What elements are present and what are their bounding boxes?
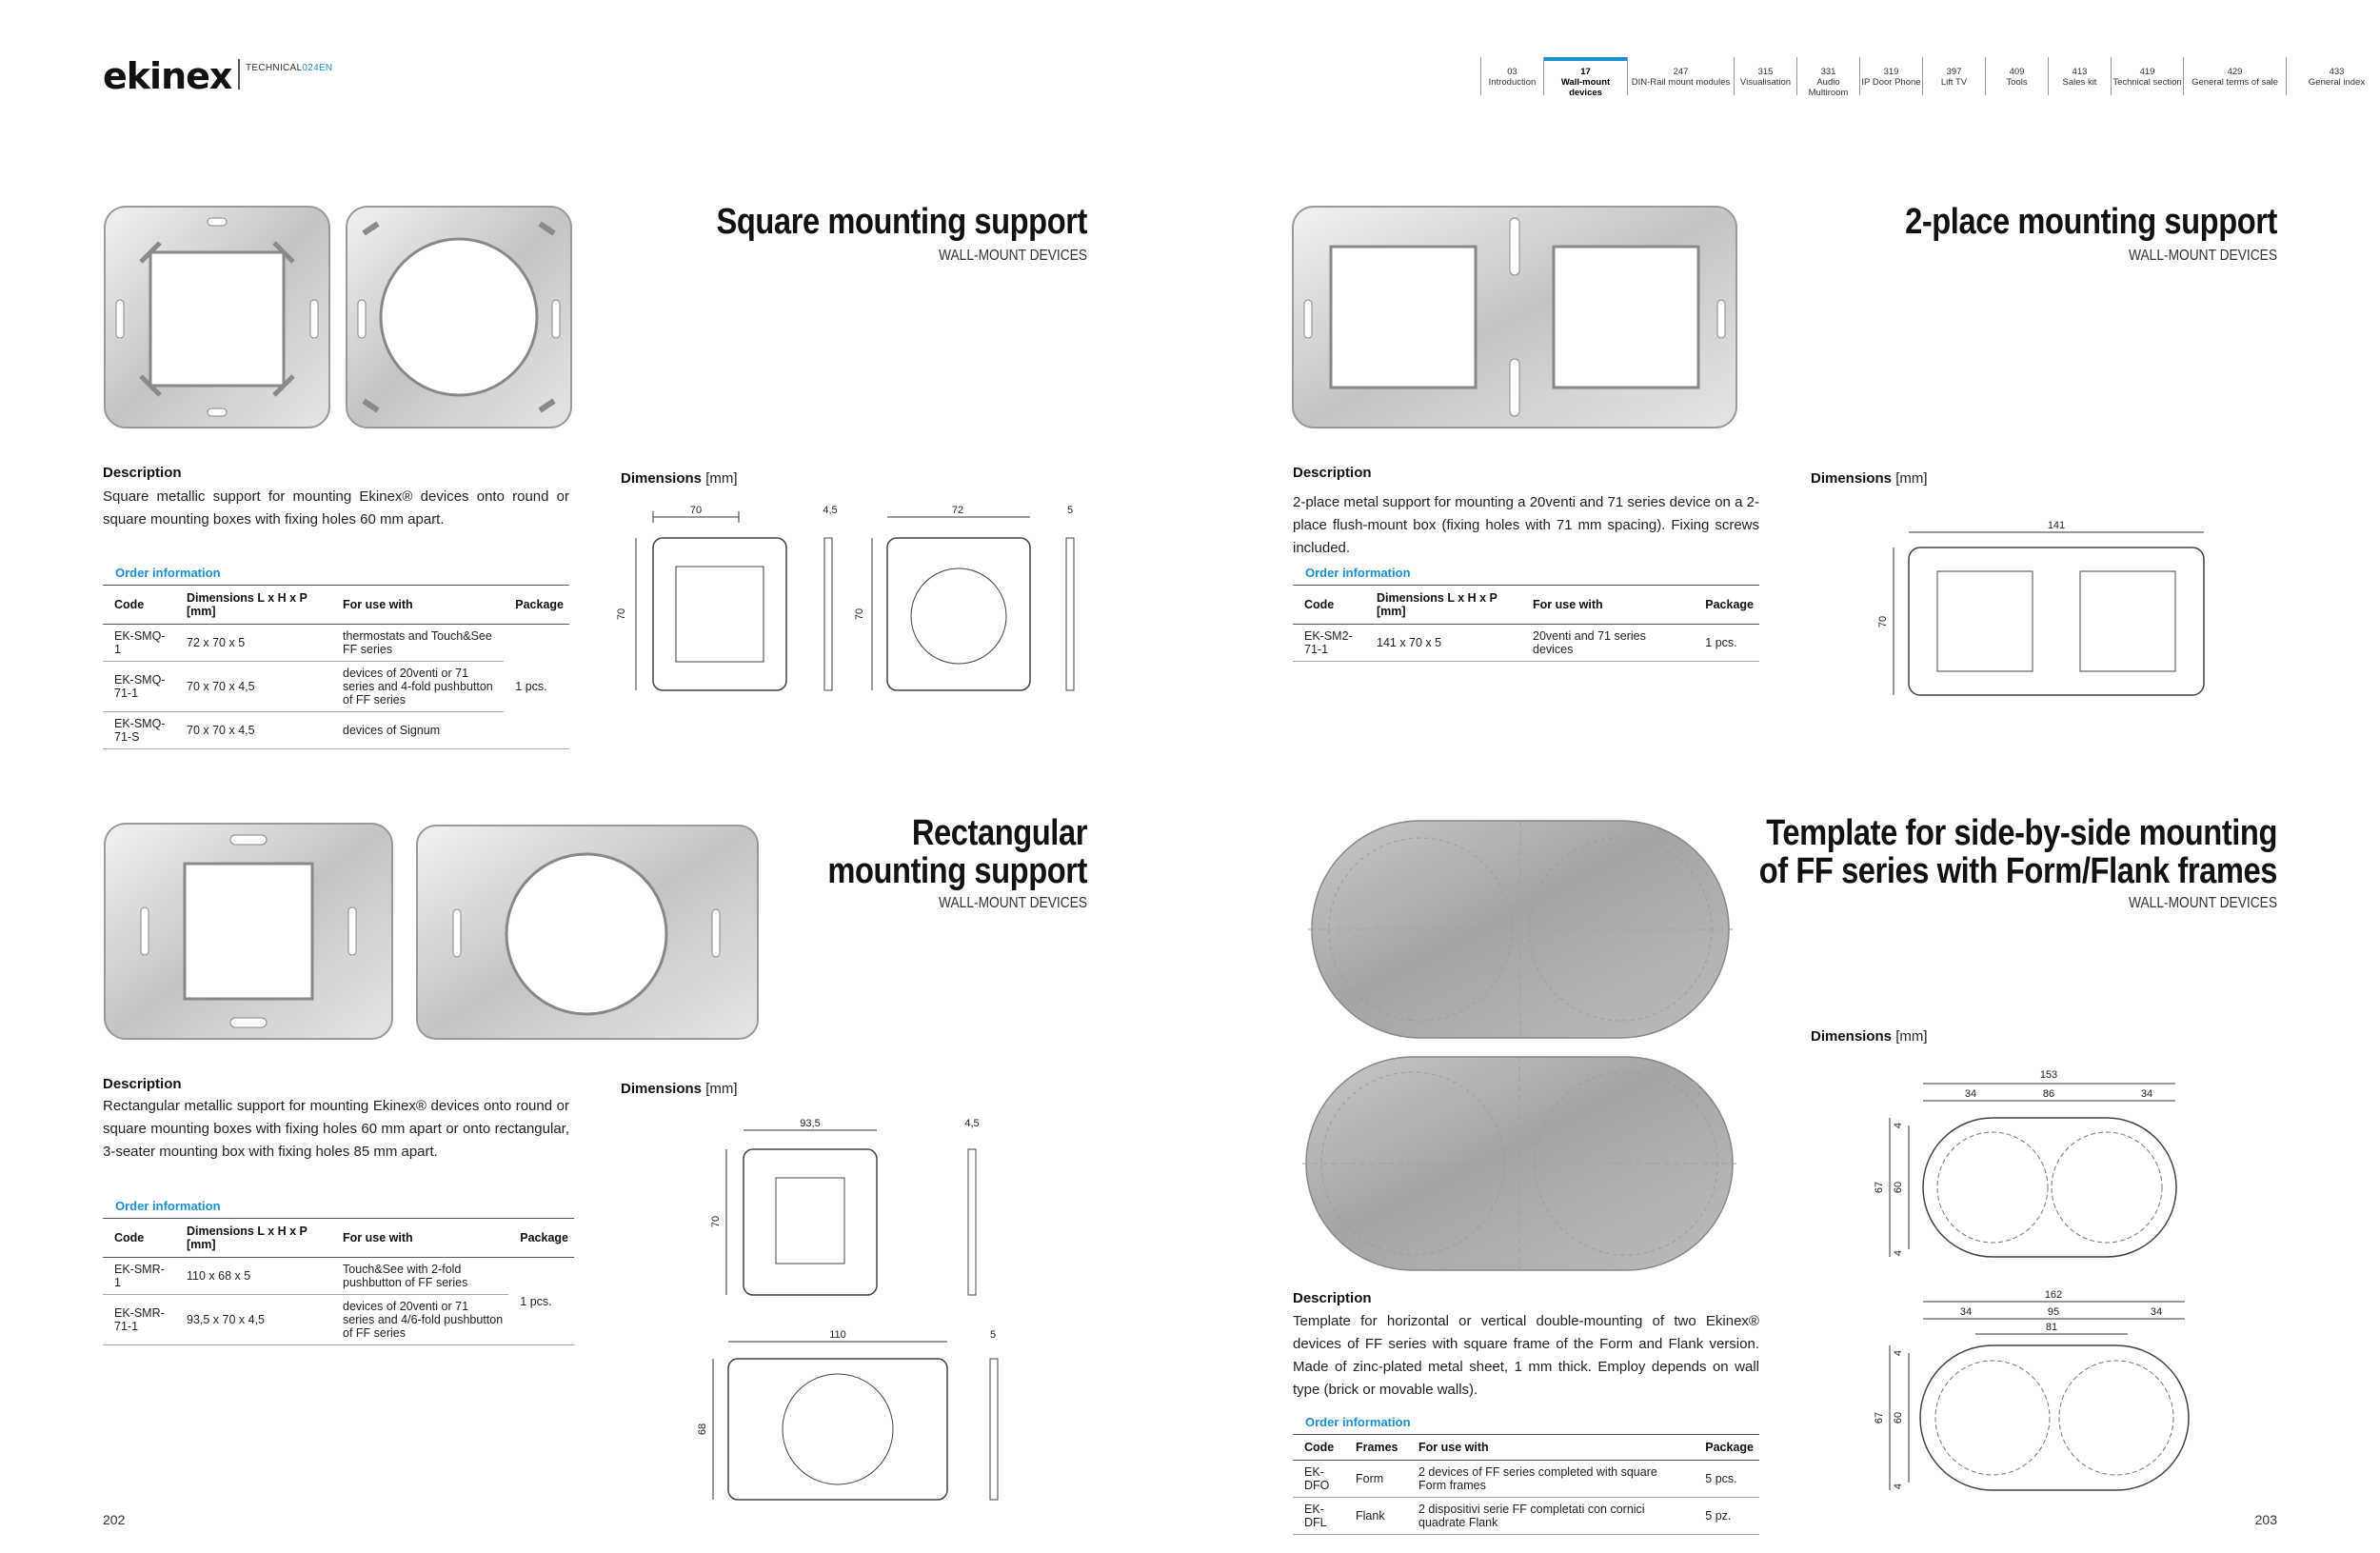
cell-use: 2 devices of FF series completed with square Form frames [1407, 1461, 1694, 1498]
nav-page: 413 [2072, 67, 2088, 77]
column-header: For use with [1407, 1435, 1694, 1461]
dim-label: 60 [1893, 1181, 1904, 1194]
column-header: Code [103, 586, 175, 625]
cell-package: 5 pcs. [1694, 1461, 1759, 1498]
template-order-heading: Order information [1305, 1415, 1411, 1429]
template-description: Template for horizontal or vertical double-mounting of two Ekinex® devices of FF series with square frame of the Form and Flank version. Made of zinc-plated metal sheet, 1 mm thick. Employ depends on wall type (brick or movable walls). [1293, 1313, 1759, 1398]
cell-code: EK-DFL [1293, 1498, 1344, 1535]
cell-dimensions: 110 x 68 x 5 [175, 1258, 331, 1295]
column-header: Package [1694, 586, 1759, 625]
dimensions-unit: [mm] [705, 470, 738, 487]
rectangular-order-heading: Order information [115, 1199, 221, 1213]
square-dimension-drawing [616, 500, 1095, 700]
cell-package: 1 pcs. [1694, 625, 1759, 662]
column-header: For use with [331, 1219, 508, 1258]
two-place-support-category: WALL-MOUNT DEVICES [2129, 248, 2277, 264]
dim-label: 70 [689, 505, 703, 516]
dim-label: 4,5 [823, 505, 838, 516]
dim-label: 34 [2150, 1306, 2163, 1318]
catalog-edition: 024EN [302, 63, 333, 73]
dim-label: 153 [2039, 1069, 2058, 1081]
cell-code: EK-SM2-71-1 [1293, 625, 1365, 662]
two-place-dimension-drawing [1877, 519, 2213, 700]
dim-label: 72 [951, 505, 964, 516]
nav-item-tools[interactable] [1986, 57, 2049, 95]
template-dimension-drawing-2 [1871, 1290, 2232, 1509]
dim-label: 67 [1874, 1181, 1885, 1194]
template-dimensions-heading [1811, 1028, 1928, 1045]
cell-use: 2 dispositivi serie FF completati con cornici quadrate Flank [1407, 1498, 1694, 1535]
column-header: Code [103, 1219, 175, 1258]
nav-label: Technical section [2112, 77, 2182, 88]
cell-use: Touch&See with 2-fold pushbutton of FF series [331, 1258, 508, 1295]
dimensions-unit: [mm] [1895, 1028, 1928, 1045]
dim-label: 34 [1959, 1306, 1973, 1318]
cell-use: devices of 20venti or 71 series and 4/6-fold pushbutton of FF series [331, 1295, 508, 1345]
square-description-heading: Description [103, 465, 182, 481]
dim-label: 34 [2140, 1088, 2153, 1100]
chapter-navigation [1480, 57, 2380, 98]
dim-label: 81 [2045, 1322, 2058, 1333]
cell-dimensions: 72 x 70 x 5 [175, 625, 331, 662]
cell-code: EK-SMQ-71-1 [103, 662, 175, 712]
dim-label: 60 [1893, 1411, 1904, 1424]
square-order-table [103, 585, 569, 749]
nav-page: 397 [1946, 67, 1962, 77]
column-header: For use with [1521, 586, 1694, 625]
dim-label: 162 [2044, 1289, 2063, 1301]
column-header: Frames [1344, 1435, 1407, 1461]
cell-code: EK-SMQ-1 [103, 625, 175, 662]
column-header: Dimensions L x H x P [mm] [1365, 586, 1521, 625]
nav-item-technical-section[interactable] [2112, 57, 2184, 95]
page-number-right: 203 [2254, 1512, 2277, 1527]
table-row [103, 662, 569, 712]
rectangular-description: Rectangular metallic support for mounting Ekinex® devices onto round or square mounting boxes with fixing holes 60 mm apart or onto rectangular, 3-seater mounting box with fixing holes 85 mm apart. [103, 1098, 569, 1160]
cell-code: EK-SMR-1 [103, 1258, 175, 1295]
nav-label: Audio Multiroom [1808, 77, 1849, 98]
nav-label: Visualisation [1739, 77, 1792, 88]
column-header: For use with [331, 586, 504, 625]
dim-label: 4 [1893, 1122, 1904, 1129]
two-place-description: 2-place metal support for mounting a 20venti and 71 series device on a 2-place flush-mount box (fixing holes with 71 mm spacing). Fixing screws included. [1293, 494, 1759, 556]
nav-item-din-rail[interactable] [1628, 57, 1735, 95]
nav-item-terms-of-sale[interactable] [2184, 57, 2287, 95]
cell-frames: Form [1344, 1461, 1407, 1498]
cell-dimensions: 70 x 70 x 4,5 [175, 712, 331, 749]
two-place-description-heading: Description [1293, 465, 1372, 481]
page-number-left: 202 [103, 1512, 126, 1527]
rectangular-description-heading: Description [103, 1076, 182, 1092]
dim-label: 5 [989, 1329, 997, 1341]
nav-page: 331 [1820, 67, 1836, 77]
dim-label: 4,5 [964, 1118, 980, 1129]
cell-package: 1 pcs. [504, 625, 569, 749]
dimensions-label: Dimensions [1811, 1028, 1893, 1045]
template-photo-2 [1302, 1053, 1736, 1274]
logo-divider [238, 59, 240, 90]
dim-label: 4 [1893, 1249, 1904, 1257]
column-header: Package [1694, 1435, 1759, 1461]
nav-label: IP Door Phone [1861, 77, 1921, 88]
nav-item-visualisation[interactable] [1735, 57, 1797, 95]
cell-dimensions: 141 x 70 x 5 [1365, 625, 1521, 662]
nav-page: 247 [1673, 67, 1689, 77]
cell-package: 1 pcs. [508, 1258, 574, 1345]
table-row [103, 1295, 574, 1345]
nav-page: 433 [2329, 67, 2345, 77]
nav-label: Introduction [1488, 77, 1537, 88]
column-header: Package [508, 1219, 574, 1258]
table-row [1293, 625, 1759, 662]
rectangular-dimension-drawing [697, 1118, 1014, 1509]
template-title-line-1: Template for side-by-side mounting [1766, 813, 2277, 853]
template-dimension-drawing-1 [1871, 1066, 2232, 1266]
dim-label: 5 [1066, 505, 1074, 516]
nav-label: General index [2308, 77, 2366, 88]
cell-code: EK-SMQ-71-S [103, 712, 175, 749]
dim-label: 110 [829, 1329, 846, 1341]
cell-dimensions: 93,5 x 70 x 4,5 [175, 1295, 331, 1345]
nav-item-lift-tv[interactable] [1923, 57, 1986, 95]
two-place-order-table [1293, 585, 1759, 662]
nav-label: Tools [2006, 77, 2028, 88]
nav-label: Lift TV [1940, 77, 1968, 88]
template-order-table [1293, 1434, 1759, 1535]
catalog-label [246, 63, 332, 73]
template-description-heading: Description [1293, 1290, 1372, 1306]
nav-page: 03 [1507, 67, 1517, 77]
nav-page: 409 [2009, 67, 2025, 77]
nav-page: 429 [2227, 67, 2243, 77]
rectangular-support-category: WALL-MOUNT DEVICES [939, 895, 1087, 911]
rectangular-support-title-line-2: mounting support [827, 851, 1087, 891]
template-title-line-2: of FF series with Form/Flank frames [1758, 851, 2277, 891]
catalog-name: TECHNICAL [246, 63, 303, 73]
dim-label: 67 [1874, 1411, 1885, 1424]
nav-page: 315 [1757, 67, 1774, 77]
dim-label: 70 [1877, 615, 1889, 628]
cell-code: EK-SMR-71-1 [103, 1295, 175, 1345]
table-row [103, 712, 569, 749]
rectangular-order-table [103, 1218, 574, 1345]
square-description: Square metallic support for mounting Ekinex® devices onto round or square mounting boxes with fixing holes 60 mm apart. [103, 488, 569, 528]
nav-label: DIN-Rail mount modules [1631, 77, 1731, 88]
column-header: Dimensions L x H x P [mm] [175, 586, 331, 625]
cell-use: devices of Signum [331, 712, 504, 749]
nav-label: Wall-mount devices [1560, 77, 1611, 98]
dim-label: 34 [1964, 1088, 1977, 1100]
dim-label: 95 [2047, 1306, 2060, 1318]
cell-frames: Flank [1344, 1498, 1407, 1535]
dim-label: 4 [1893, 1483, 1904, 1490]
dim-label: 86 [2042, 1088, 2055, 1100]
nav-page: 319 [1883, 67, 1899, 77]
nav-item-audio-multiroom[interactable] [1797, 57, 1860, 98]
table-row [103, 625, 569, 662]
cell-code: EK-DFO [1293, 1461, 1344, 1498]
nav-item-wall-mount-devices[interactable] [1544, 57, 1628, 98]
dim-label: 93,5 [800, 1118, 821, 1129]
dimensions-label: Dimensions [1811, 470, 1893, 487]
nav-item-sales-kit[interactable] [2049, 57, 2112, 95]
nav-page: 419 [2139, 67, 2155, 77]
dim-label: 70 [854, 607, 865, 621]
table-row [1293, 1461, 1759, 1498]
cell-use: thermostats and Touch&See FF series [331, 625, 504, 662]
cell-dimensions: 70 x 70 x 4,5 [175, 662, 331, 712]
rectangular-dimensions-heading [621, 1081, 738, 1097]
nav-item-introduction[interactable] [1481, 57, 1544, 95]
cell-package: 5 pz. [1694, 1498, 1759, 1535]
dim-label: 70 [616, 607, 627, 621]
dim-label: 141 [2047, 520, 2066, 531]
nav-page: 17 [1580, 67, 1591, 77]
column-header: Code [1293, 1435, 1344, 1461]
nav-item-ip-door-phone[interactable] [1860, 57, 1923, 95]
nav-label: General terms of sale [2192, 77, 2278, 88]
dimensions-label: Dimensions [621, 1081, 703, 1097]
table-row [103, 1258, 574, 1295]
template-category: WALL-MOUNT DEVICES [2129, 895, 2277, 911]
cell-use: devices of 20venti or 71 series and 4-fold pushbutton of FF series [331, 662, 504, 712]
dim-label: 4 [1893, 1349, 1904, 1357]
two-place-support-title: 2-place mounting support [1905, 202, 2277, 242]
two-place-order-heading: Order information [1305, 566, 1411, 580]
square-dimensions-heading [621, 470, 738, 487]
dim-label: 68 [697, 1423, 708, 1436]
rectangular-support-title-line-1: Rectangular [911, 813, 1087, 853]
dimensions-unit: [mm] [705, 1081, 738, 1097]
rectangular-support-photo-1 [103, 822, 394, 1041]
column-header: Dimensions L x H x P [mm] [175, 1219, 331, 1258]
nav-label: Sales kit [2062, 77, 2097, 88]
nav-item-general-index[interactable] [2287, 57, 2380, 95]
table-row [1293, 1498, 1759, 1535]
cell-use: 20venti and 71 series devices [1521, 625, 1694, 662]
dimensions-unit: [mm] [1895, 470, 1928, 487]
two-place-dimensions-heading [1811, 470, 1928, 487]
brand-logo: ekinex [103, 55, 232, 97]
square-order-heading: Order information [115, 566, 221, 580]
two-place-support-photo [1291, 205, 1738, 429]
square-support-photo-1 [103, 205, 331, 429]
dim-label: 70 [710, 1215, 722, 1228]
square-support-category: WALL-MOUNT DEVICES [939, 248, 1087, 264]
column-header: Package [504, 586, 569, 625]
dimensions-label: Dimensions [621, 470, 703, 487]
column-header: Code [1293, 586, 1365, 625]
square-support-title: Square mounting support [716, 202, 1087, 242]
